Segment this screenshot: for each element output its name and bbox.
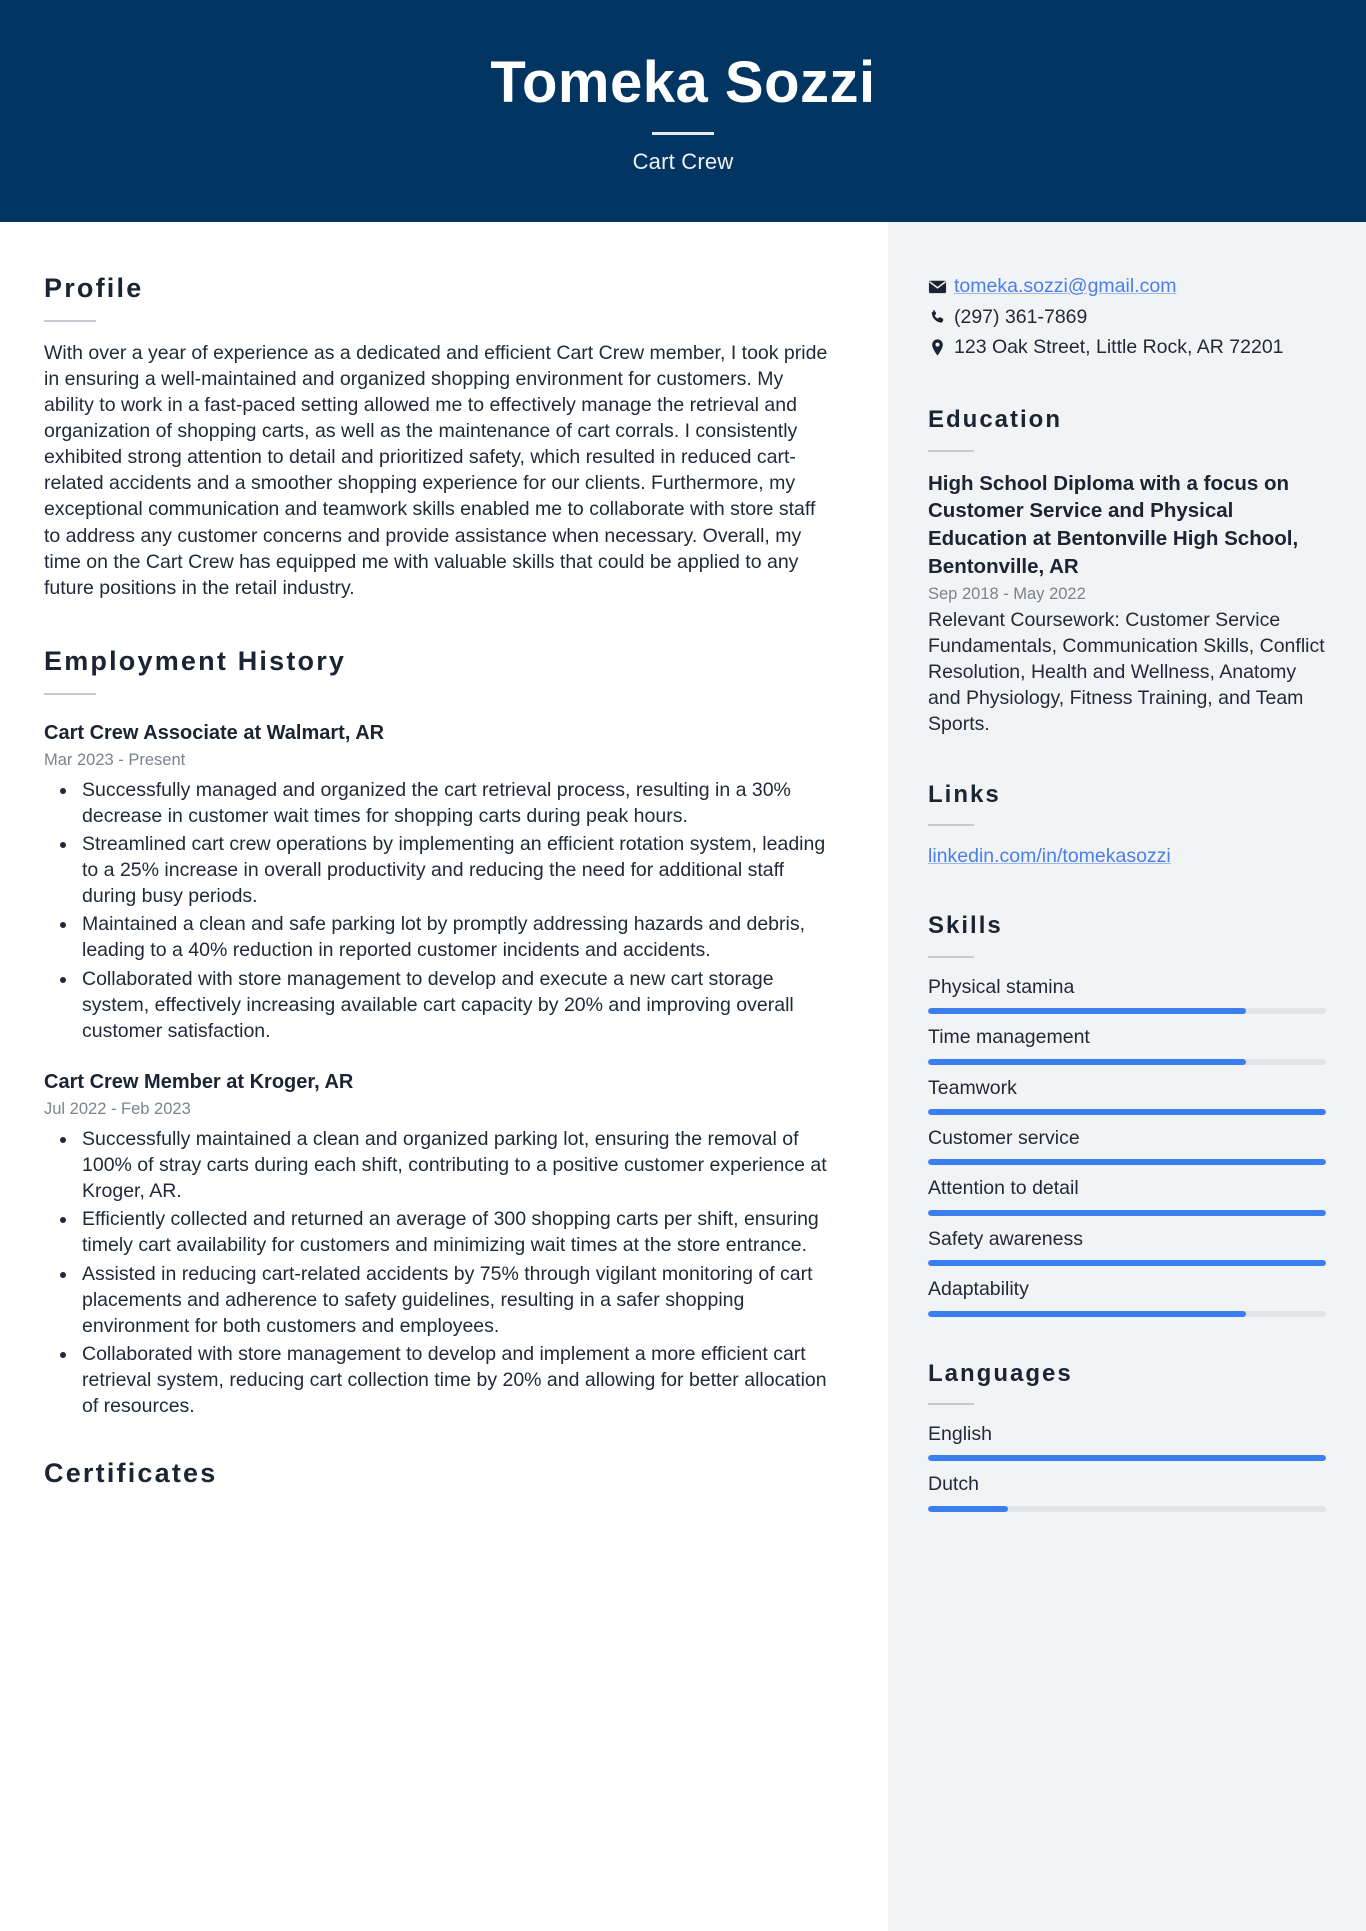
- employment-divider: [44, 693, 96, 695]
- contact-address-value: 123 Oak Street, Little Rock, AR 72201: [954, 336, 1284, 359]
- skill-item: [928, 1228, 1326, 1266]
- job-bullet: • Streamlined cart crew operations by implementing an efficient rotation system, leading to a 25% increase in overall productivity and reducing the need for additional staff during busy periods.: [78, 831, 836, 909]
- skill-bar-fill: [928, 1260, 1326, 1266]
- education-heading: Education: [928, 406, 1063, 434]
- phone-icon: [928, 305, 954, 327]
- profile-heading: Profile: [44, 273, 144, 303]
- education-divider: [928, 450, 974, 452]
- skill-label: Time management: [928, 1026, 1090, 1049]
- job-bullets: [44, 1126, 836, 1419]
- skill-item: [928, 976, 1326, 1014]
- job-bullet: • Assisted in reducing cart-related accidents by 75% through vigilant monitoring of cart placements and adherence to safety guidelines, resulting in a safer shopping environment for both customers and employees.: [78, 1261, 836, 1339]
- skill-bar-fill: [928, 1159, 1326, 1165]
- skill-item: [928, 1077, 1326, 1115]
- candidate-job-title: Cart Crew: [632, 148, 734, 174]
- skill-bar-track: [928, 1008, 1326, 1014]
- skills-heading: Skills: [928, 912, 1003, 940]
- skill-item: [928, 1026, 1326, 1064]
- language-bar-fill: [928, 1455, 1326, 1461]
- job-dates: Mar 2023 - Present: [44, 750, 186, 769]
- skill-bar-track: [928, 1210, 1326, 1216]
- skill-label: Attention to detail: [928, 1177, 1079, 1200]
- language-label: English: [928, 1422, 992, 1445]
- skill-label: Adaptability: [928, 1278, 1029, 1301]
- contact-section: [928, 274, 1326, 361]
- resume-header: [0, 0, 1366, 222]
- envelope-icon: [928, 274, 954, 296]
- education-degree: High School Diploma with a focus on Customer Service and Physical Education at Bentonville High School, Bentonville, AR: [928, 471, 1299, 579]
- skills-section: [928, 913, 1326, 1316]
- employment-heading: Employment History: [44, 645, 347, 676]
- certificates-heading: Certificates: [44, 1458, 218, 1489]
- skill-bar-fill: [928, 1311, 1246, 1317]
- skill-bar-fill: [928, 1008, 1246, 1014]
- job-entry: [44, 1070, 836, 1419]
- job-bullets: [44, 777, 836, 1044]
- education-description: Relevant Coursework: Customer Service Fundamentals, Communication Skills, Conflict Resolution, Health and Wellness, Anatomy and Physiology, Fitness Training, and Team Sports.: [928, 609, 1325, 735]
- job-bullet: • Successfully maintained a clean and organized parking lot, ensuring the removal of 100% of stray carts during each shift, contributing to a positive customer experience at Kroger, AR.: [78, 1126, 836, 1204]
- job-bullet: • Efficiently collected and returned an average of 300 shopping carts per shift, ensuring timely cart availability for customers and minimizing wait times at the store entrance.: [78, 1206, 836, 1258]
- skill-bar-track: [928, 1059, 1326, 1065]
- language-label: Dutch: [928, 1473, 979, 1496]
- profile-divider: [44, 320, 96, 322]
- links-section: [928, 782, 1326, 870]
- resume-body: [0, 222, 1366, 1931]
- skill-item: [928, 1278, 1326, 1316]
- skills-divider: [928, 956, 974, 958]
- contact-email-row: [928, 274, 1326, 300]
- employment-section: [44, 647, 836, 1419]
- job-entry: [44, 721, 836, 1044]
- job-title: Cart Crew Associate at Walmart, AR: [44, 721, 385, 744]
- job-bullet: • Collaborated with store management to develop and implement a more efficient cart retrieval system, reducing cart collection time by 20% and allowing for better allocation of resources.: [78, 1341, 836, 1419]
- contact-phone-row: [928, 305, 1326, 331]
- education-dates: Sep 2018 - May 2022: [928, 585, 1086, 604]
- sidebar-column: [888, 222, 1366, 1931]
- language-item: [928, 1473, 1326, 1511]
- skill-item: [928, 1177, 1326, 1215]
- candidate-name: Tomeka Sozzi: [490, 50, 876, 116]
- skill-label: Physical stamina: [928, 975, 1075, 998]
- skill-bar-track: [928, 1311, 1326, 1317]
- contact-email-link[interactable]: tomeka.sozzi@gmail.com: [954, 275, 1177, 297]
- header-divider: [652, 132, 714, 135]
- links-divider: [928, 824, 974, 826]
- language-item: [928, 1423, 1326, 1461]
- languages-section: [928, 1361, 1326, 1512]
- language-bar-track: [928, 1506, 1326, 1512]
- profile-section: [44, 274, 836, 601]
- skill-label: Customer service: [928, 1127, 1080, 1149]
- skill-label: Teamwork: [928, 1076, 1017, 1099]
- skill-bar-fill: [928, 1059, 1246, 1065]
- skill-bar-track: [928, 1159, 1326, 1165]
- links-heading: Links: [928, 780, 1001, 808]
- job-bullet: • Collaborated with store management to develop and execute a new cart storage system, effectively increasing available cart capacity by 20% and improving overall customer satisfaction.: [78, 966, 836, 1044]
- contact-address-row: [928, 335, 1326, 361]
- job-dates: Jul 2022 - Feb 2023: [44, 1099, 191, 1118]
- main-column: [0, 222, 888, 1931]
- skill-bar-track: [928, 1260, 1326, 1266]
- skill-bar-track: [928, 1109, 1326, 1115]
- map-pin-icon: [928, 335, 954, 357]
- certificates-section: [44, 1459, 836, 1489]
- skill-bar-fill: [928, 1109, 1326, 1115]
- profile-text: With over a year of experience as a dedicated and efficient Cart Crew member, I took pride in ensuring a well-maintained and organized shopping environment for customers. My ability to work in a fast-paced setting allowed me to effectively manage the retrieval and organization of shopping carts, as well as the maintenance of cart corrals. I consistently exhibited strong attention to detail and prioritized safety, which resulted in reduced cart-related accidents and a smoother shopping experience for our clients. Furthermore, my exceptional communication and teamwork skills enabled me to collaborate with store staff to address any customer concerns and provide assistance when necessary. Overall, my time on the Cart Crew has equipped me with valuable skills that could be applied to any future positions in the retail industry.: [44, 341, 828, 599]
- job-title: Cart Crew Member at Kroger, AR: [44, 1070, 354, 1093]
- linkedin-link[interactable]: linkedin.com/in/tomekasozzi: [928, 845, 1171, 868]
- job-bullet: • Maintained a clean and safe parking lot by promptly addressing hazards and debris, leading to a 40% reduction in reported customer incidents and accidents.: [78, 911, 836, 963]
- languages-divider: [928, 1403, 974, 1405]
- languages-heading: Languages: [928, 1359, 1073, 1387]
- language-bar-track: [928, 1455, 1326, 1461]
- contact-phone-value: (297) 361-7869: [954, 305, 1088, 328]
- education-section: [928, 407, 1326, 738]
- job-bullet: • Successfully managed and organized the cart retrieval process, resulting in a 30% decrease in customer wait times for shopping carts during peak hours.: [78, 777, 836, 829]
- language-bar-fill: [928, 1506, 1008, 1512]
- skill-label: Safety awareness: [928, 1227, 1084, 1250]
- skill-item: [928, 1127, 1326, 1165]
- skill-bar-fill: [928, 1210, 1326, 1216]
